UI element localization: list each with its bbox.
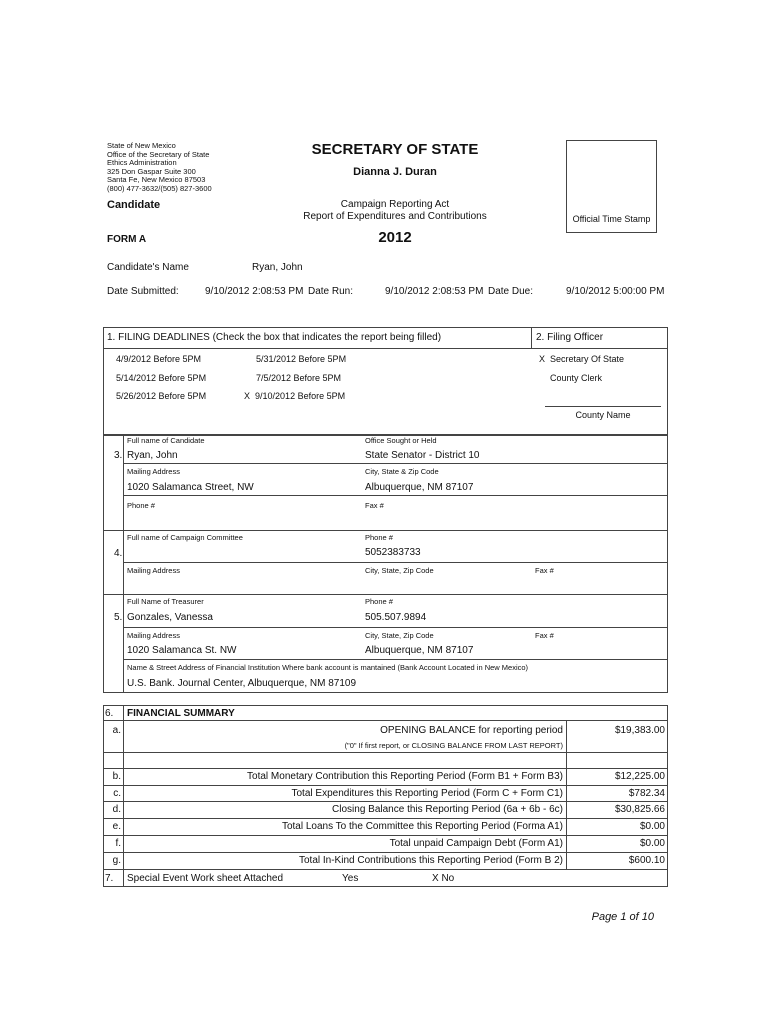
filing-deadlines-header: 1. FILING DEADLINES (Check the box that indicates the report being filled) — [107, 332, 442, 343]
section-3-number: 3. — [114, 450, 123, 461]
field-label: Phone # — [365, 597, 393, 606]
field-label: Fax # — [365, 501, 384, 510]
field-label: Fax # — [535, 631, 554, 640]
date-submitted-label: Date Submitted: — [107, 286, 179, 297]
date-submitted-value: 9/10/2012 2:08:53 PM — [205, 286, 304, 297]
date-run-value: 9/10/2012 2:08:53 PM — [385, 286, 484, 297]
field-label: Name & Street Address of Financial Institution Where bank account is mantained (Bank Account Located in New Mexico) — [127, 663, 529, 672]
total-loans-label: Total Loans To the Committee this Reporting Period (Forma A1) — [281, 821, 563, 832]
check-mark: X — [539, 354, 546, 364]
opening-balance-value: $19,383.00 — [614, 725, 665, 736]
special-event-no-option[interactable]: X No — [432, 873, 455, 884]
field-label: City, State & Zip Code — [365, 467, 439, 476]
total-expenditures-value: $782.34 — [628, 788, 665, 799]
committee-phone: 5052383733 — [365, 547, 421, 558]
deadline-option[interactable] — [116, 354, 201, 364]
field-label: Mailing Address — [127, 566, 180, 575]
treasurer-phone: 505.507.9894 — [365, 612, 427, 623]
field-label: Phone # — [365, 533, 393, 542]
opening-balance-note: ("0" If first report, or CLOSING BALANCE FROM LAST REPORT) — [344, 741, 563, 750]
opening-balance-label: OPENING BALANCE for reporting period — [380, 725, 563, 736]
deadline-label: 9/10/2012 Before 5PM — [255, 391, 346, 401]
financial-summary-title: FINANCIAL SUMMARY — [127, 708, 235, 719]
field-label: Mailing Address — [127, 467, 180, 476]
date-due-value: 9/10/2012 5:00:00 PM — [566, 286, 665, 297]
address-line: Ethics Administration — [107, 158, 177, 168]
treasurer-name: Gonzales, Vanessa — [127, 612, 213, 623]
deadline-option[interactable] — [116, 391, 206, 401]
row-letter: d. — [112, 804, 121, 815]
act-line: Campaign Reporting Act — [340, 199, 450, 210]
field-label: Phone # — [127, 501, 155, 510]
page-number: Page 1 of 10 — [591, 911, 654, 923]
row-letter: e. — [112, 821, 121, 832]
total-expenditures-label: Total Expenditures this Reporting Period (Form C + Form C1) — [291, 788, 563, 799]
in-kind-contributions-value: $600.10 — [628, 855, 665, 866]
candidate-city: Albuquerque, NM 87107 — [365, 482, 474, 493]
form-label: FORM A — [107, 234, 147, 245]
unpaid-debt-label: Total unpaid Campaign Debt (Form A1) — [389, 838, 563, 849]
treasurer-mailing-address: 1020 Salamanca St. NW — [127, 645, 237, 656]
bank-address: U.S. Bank. Journal Center, Albuquerque, NM 87109 — [127, 678, 357, 689]
total-loans-value: $0.00 — [639, 821, 665, 832]
address-line: 325 Don Gaspar Suite 300 — [107, 166, 196, 176]
candidate-name-value: Ryan, John — [252, 262, 303, 273]
section-4-number: 4. — [114, 548, 123, 559]
monetary-contribution-value: $12,225.00 — [614, 771, 665, 782]
deadline-option[interactable] — [244, 391, 345, 401]
field-label: City, State, Zip Code — [365, 631, 434, 640]
date-due-label: Date Due: — [488, 286, 534, 297]
treasurer-city: Albuquerque, NM 87107 — [365, 645, 474, 656]
filing-officer-header: 2. Filing Officer — [536, 332, 604, 343]
special-event-label: Special Event Work sheet Attached — [127, 873, 284, 884]
report-year: 2012 — [378, 229, 412, 246]
field-label: Office Sought or Held — [365, 436, 437, 445]
in-kind-contributions-label: Total In-Kind Contributions this Reporting Period (Form B 2) — [298, 855, 563, 866]
office-sought: State Senator - District 10 — [365, 450, 480, 461]
officer-label: Secretary Of State — [550, 354, 625, 364]
check-mark: X — [244, 391, 251, 401]
field-label: Full name of Campaign Committee — [127, 533, 243, 542]
row-letter: g. — [112, 855, 121, 866]
deadline-option[interactable] — [116, 373, 206, 383]
candidate-full-name: Ryan, John — [127, 450, 178, 461]
official-name: Dianna J. Duran — [353, 166, 437, 178]
officer-option-secretary[interactable] — [539, 354, 624, 364]
section-5-number: 5. — [114, 612, 123, 623]
address-line: Santa Fe, New Mexico 87503 — [107, 175, 206, 185]
county-name-label: County Name — [575, 410, 631, 420]
field-label: City, State, Zip Code — [365, 566, 434, 575]
closing-balance-value: $30,825.66 — [614, 804, 665, 815]
deadline-label: 4/9/2012 Before 5PM — [116, 354, 202, 364]
closing-balance-label: Closing Balance this Reporting Period (6a + 6b - 6c) — [332, 804, 563, 815]
report-line: Report of Expenditures and Contributions — [303, 211, 487, 222]
monetary-contribution-label: Total Monetary Contribution this Reporting Period (Form B1 + Form B3) — [247, 771, 563, 782]
county-name-line — [545, 406, 661, 407]
date-run-label: Date Run: — [308, 286, 354, 297]
deadline-option[interactable] — [256, 354, 346, 364]
candidate-name-label: Candidate's Name — [107, 262, 189, 273]
row-letter: b. — [112, 771, 121, 782]
section-6-number: 6. — [105, 708, 114, 719]
field-label: Mailing Address — [127, 631, 180, 640]
deadline-label: 5/14/2012 Before 5PM — [116, 373, 207, 383]
address-line: Office of the Secretary of State — [107, 149, 210, 159]
row-letter: f. — [115, 838, 121, 849]
stamp-label: Official Time Stamp — [572, 214, 651, 224]
candidate-heading: Candidate — [107, 199, 161, 211]
deadline-label: 5/31/2012 Before 5PM — [256, 354, 347, 364]
section-7-number: 7. — [105, 873, 114, 884]
officer-label: County Clerk — [550, 373, 603, 383]
candidate-mailing-address: 1020 Salamanca Street, NW — [127, 482, 254, 493]
row-letter: a. — [112, 725, 121, 736]
field-label: Full Name of Treasurer — [127, 597, 204, 606]
field-label: Fax # — [535, 566, 554, 575]
field-label: Full name of Candidate — [127, 436, 205, 445]
unpaid-debt-value: $0.00 — [639, 838, 665, 849]
address-line: (800) 477-3632/(505) 827-3600 — [107, 183, 212, 193]
deadline-option[interactable] — [256, 373, 341, 383]
deadline-label: 5/26/2012 Before 5PM — [116, 391, 207, 401]
agency-address — [107, 142, 212, 194]
officer-option-county-clerk[interactable] — [550, 373, 602, 383]
address-line: State of New Mexico — [107, 141, 176, 150]
special-event-yes-option[interactable]: Yes — [342, 873, 359, 884]
row-letter: c. — [113, 788, 121, 799]
document-title: SECRETARY OF STATE — [311, 141, 479, 158]
deadline-label: 7/5/2012 Before 5PM — [256, 373, 342, 383]
